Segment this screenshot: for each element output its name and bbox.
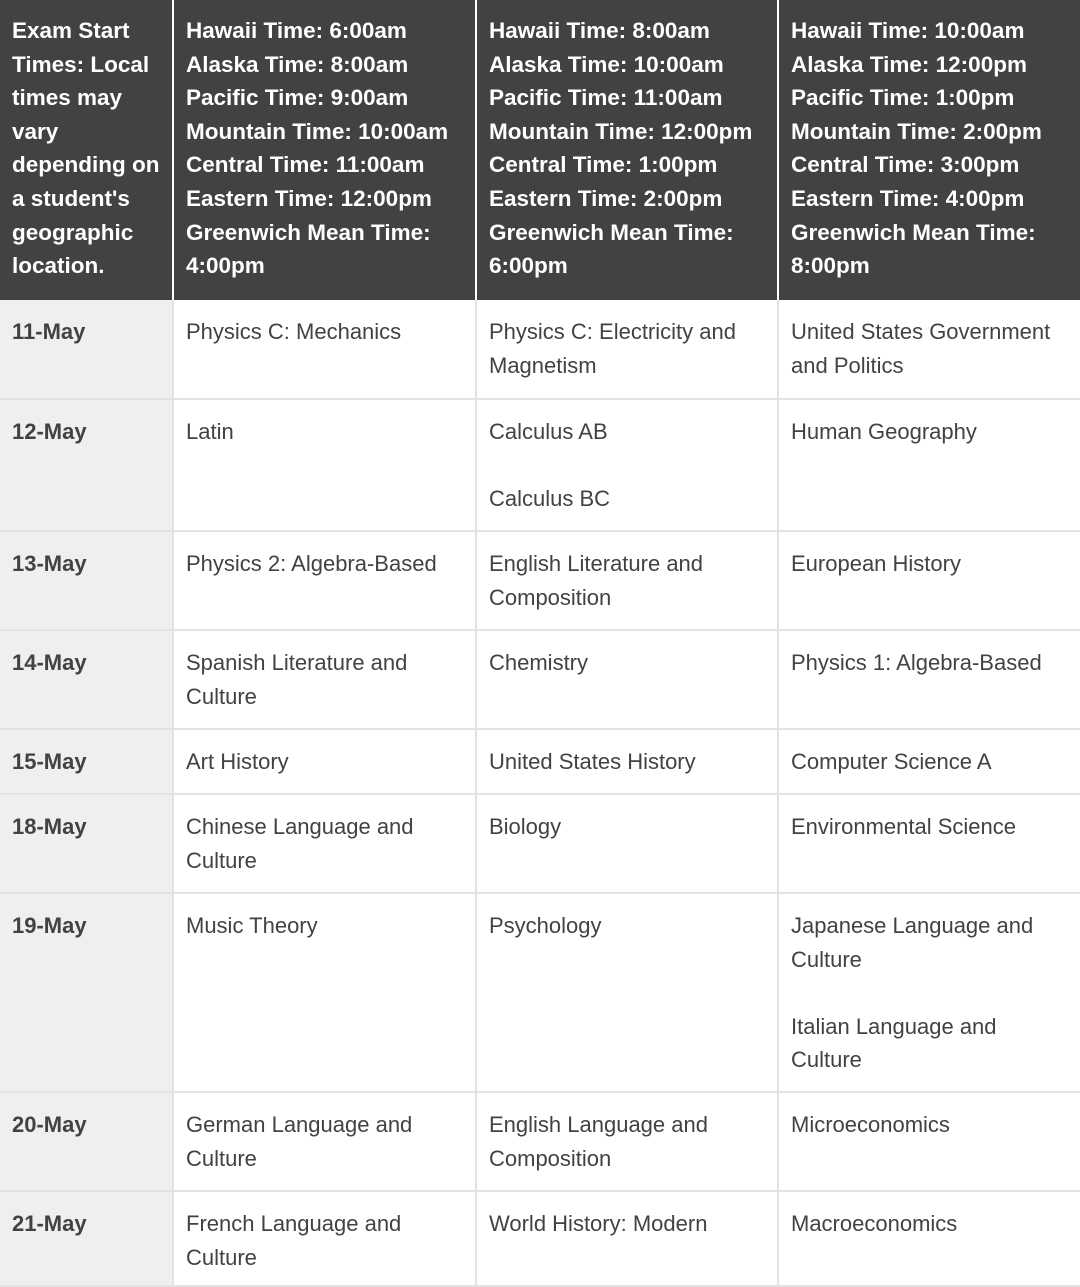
exam-name: Latin bbox=[186, 419, 234, 444]
exam-name: Physics C: Electricity and Magnetism bbox=[489, 319, 736, 378]
table-row bbox=[0, 1092, 1080, 1191]
session-2-cell bbox=[476, 300, 778, 399]
exam-name: Calculus AB bbox=[489, 419, 608, 444]
time-line: Mountain Time: 10:00am bbox=[186, 118, 449, 144]
exam-name: Physics C: Mechanics bbox=[186, 319, 402, 344]
session-3-cell bbox=[778, 1191, 1080, 1286]
header-row bbox=[0, 0, 1080, 300]
session-3-cell bbox=[778, 300, 1080, 399]
time-line: Pacific Time: 9:00am bbox=[186, 85, 409, 111]
exam-name: Chinese Language and Culture bbox=[186, 814, 414, 873]
time-line: Mountain Time: 12:00pm bbox=[489, 118, 753, 144]
session-3-cell bbox=[778, 893, 1080, 1092]
table-row bbox=[0, 794, 1080, 893]
table-header bbox=[0, 0, 1080, 300]
session-3-cell bbox=[778, 531, 1080, 630]
time-line: Mountain Time: 2:00pm bbox=[791, 118, 1042, 144]
date-cell: 11-May bbox=[0, 300, 173, 399]
time-line: Alaska Time: 10:00am bbox=[489, 51, 724, 77]
time-line: Hawaii Time: 8:00am bbox=[489, 18, 710, 43]
exam-name: Environmental Science bbox=[791, 814, 1017, 839]
table-row bbox=[0, 893, 1080, 1092]
exam-name: Calculus BC bbox=[489, 486, 611, 512]
time-line: Hawaii Time: 6:00am bbox=[186, 18, 407, 43]
exam-name: Macroeconomics bbox=[791, 1211, 958, 1236]
exam-name: German Language and Culture bbox=[186, 1112, 413, 1171]
exam-name: Computer Science A bbox=[791, 749, 992, 774]
date-cell: 21-May bbox=[0, 1191, 173, 1286]
exam-name: World History: Modern bbox=[489, 1211, 708, 1236]
exam-name: Music Theory bbox=[186, 913, 318, 938]
exam-name: Chemistry bbox=[489, 650, 589, 675]
date-cell: 19-May bbox=[0, 893, 173, 1092]
exam-name: Physics 2: Algebra-Based bbox=[186, 551, 437, 576]
time-line: Eastern Time: 4:00pm bbox=[791, 185, 1025, 211]
exam-name: English Language and Composition bbox=[489, 1112, 708, 1171]
time-line: Central Time: 1:00pm bbox=[489, 152, 718, 178]
header-note: Exam Start Times: Local times may vary depending on a student's geographic location. bbox=[0, 0, 173, 300]
time-line: Central Time: 3:00pm bbox=[791, 152, 1020, 178]
exam-name: English Literature and Composition bbox=[489, 551, 704, 610]
session-1-cell bbox=[173, 531, 476, 630]
session-2-times bbox=[476, 0, 778, 300]
exam-name: European History bbox=[791, 551, 961, 576]
time-line: Greenwich Mean Time: bbox=[489, 219, 734, 245]
session-2-cell bbox=[476, 729, 778, 794]
time-line: 8:00pm bbox=[791, 253, 870, 279]
session-3-cell bbox=[778, 399, 1080, 531]
session-2-cell bbox=[476, 630, 778, 729]
session-1-cell bbox=[173, 893, 476, 1092]
table-body bbox=[0, 300, 1080, 1286]
table-row bbox=[0, 300, 1080, 399]
session-2-cell bbox=[476, 1191, 778, 1286]
session-3-cell bbox=[778, 794, 1080, 893]
time-line: Pacific Time: 11:00am bbox=[489, 85, 723, 111]
time-line: Central Time: 11:00am bbox=[186, 152, 425, 178]
time-line: 6:00pm bbox=[489, 253, 568, 279]
session-3-times bbox=[778, 0, 1080, 300]
time-line: Greenwich Mean Time: bbox=[186, 219, 431, 245]
exam-name: Human Geography bbox=[791, 419, 977, 444]
table-row bbox=[0, 630, 1080, 729]
table-row bbox=[0, 1191, 1080, 1286]
date-cell: 14-May bbox=[0, 630, 173, 729]
time-line: Alaska Time: 12:00pm bbox=[791, 51, 1027, 77]
session-2-cell bbox=[476, 893, 778, 1092]
time-line: Eastern Time: 12:00pm bbox=[186, 185, 432, 211]
time-line: 4:00pm bbox=[186, 253, 265, 279]
exam-name: Biology bbox=[489, 814, 562, 839]
session-2-cell bbox=[476, 531, 778, 630]
time-line: Eastern Time: 2:00pm bbox=[489, 185, 723, 211]
exam-name: Microeconomics bbox=[791, 1112, 950, 1137]
exam-name: French Language and Culture bbox=[186, 1211, 402, 1270]
date-cell: 13-May bbox=[0, 531, 173, 630]
session-1-cell bbox=[173, 399, 476, 531]
date-cell: 18-May bbox=[0, 794, 173, 893]
session-1-times bbox=[173, 0, 476, 300]
session-1-cell bbox=[173, 729, 476, 794]
session-1-cell bbox=[173, 630, 476, 729]
exam-name: Japanese Language and Culture bbox=[791, 913, 1034, 972]
time-line: Greenwich Mean Time: bbox=[791, 219, 1036, 245]
table-row bbox=[0, 531, 1080, 630]
exam-name: Art History bbox=[186, 749, 289, 774]
date-cell: 12-May bbox=[0, 399, 173, 531]
session-1-cell bbox=[173, 794, 476, 893]
session-3-cell bbox=[778, 1092, 1080, 1191]
time-line: Pacific Time: 1:00pm bbox=[791, 85, 1015, 111]
table-row bbox=[0, 729, 1080, 794]
table-row bbox=[0, 399, 1080, 531]
date-cell: 15-May bbox=[0, 729, 173, 794]
time-line: Hawaii Time: 10:00am bbox=[791, 18, 1025, 43]
session-2-cell bbox=[476, 399, 778, 531]
session-1-cell bbox=[173, 1191, 476, 1286]
session-3-cell bbox=[778, 729, 1080, 794]
exam-name: Spanish Literature and Culture bbox=[186, 650, 408, 709]
time-line: Alaska Time: 8:00am bbox=[186, 51, 409, 77]
session-1-cell bbox=[173, 1092, 476, 1191]
exam-name: Physics 1: Algebra-Based bbox=[791, 650, 1042, 675]
session-3-cell bbox=[778, 630, 1080, 729]
exam-name: United States History bbox=[489, 749, 696, 774]
date-cell: 20-May bbox=[0, 1092, 173, 1191]
exam-name: Italian Language and Culture bbox=[791, 1013, 997, 1073]
session-1-cell bbox=[173, 300, 476, 399]
session-2-cell bbox=[476, 1092, 778, 1191]
session-2-cell bbox=[476, 794, 778, 893]
exam-name: United States Government and Politics bbox=[791, 319, 1051, 378]
exam-name: Psychology bbox=[489, 913, 602, 938]
